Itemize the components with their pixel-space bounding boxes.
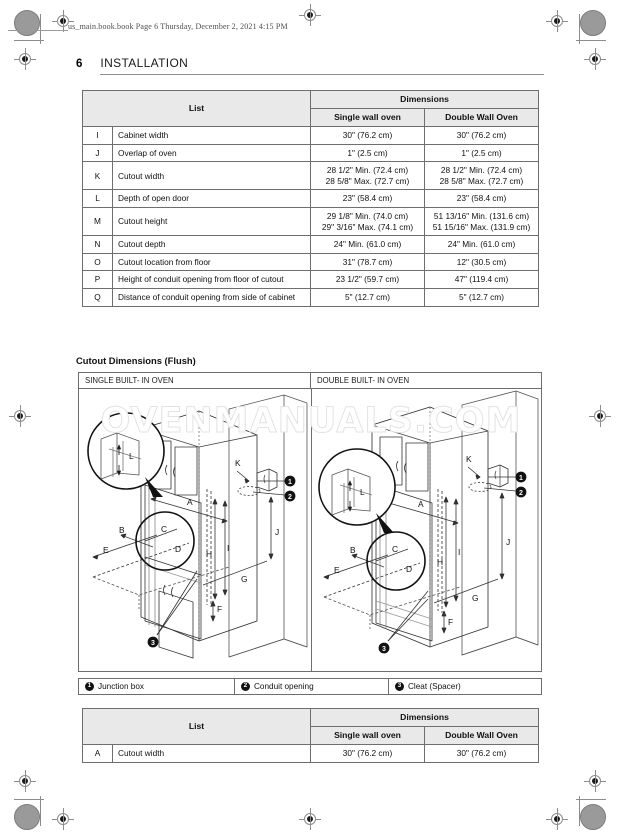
table-bottom-body bbox=[83, 745, 539, 763]
label-C: C bbox=[161, 524, 168, 534]
row-description: Cutout width bbox=[113, 162, 311, 190]
row-key: A bbox=[83, 745, 113, 763]
registration-dot-top-left bbox=[14, 10, 40, 36]
label-L: L bbox=[129, 451, 134, 461]
row-description: Overlap of oven bbox=[113, 144, 311, 162]
slug-text: us_main.book.book Page 6 Thursday, December 2, 2021 4:15 PM bbox=[68, 22, 288, 31]
table-bottom-header-row-1 bbox=[83, 709, 539, 727]
registration-target-bottom-left-inner bbox=[52, 808, 74, 830]
table-row bbox=[83, 144, 539, 162]
row-key: M bbox=[83, 208, 113, 236]
row-key: N bbox=[83, 236, 113, 254]
row-description: Cutout height bbox=[113, 208, 311, 236]
registration-target-top-right-inner bbox=[584, 48, 606, 70]
registration-target-top-center bbox=[299, 4, 321, 26]
row-single-value: 28 1/2" Min. (72.4 cm) 28 5/8" Max. (72.7 cm) bbox=[311, 162, 425, 190]
column-header-double-wall-oven: Double Wall Oven bbox=[425, 727, 539, 745]
table-row bbox=[83, 289, 539, 307]
page-title: INSTALLATION bbox=[100, 56, 189, 70]
diagram-title-single: SINGLE BUILT- IN OVEN bbox=[79, 373, 311, 388]
row-description: Cutout width bbox=[113, 745, 311, 763]
row-single-value: 1" (2.5 cm) bbox=[311, 144, 425, 162]
column-header-dimensions: Dimensions bbox=[311, 91, 539, 109]
row-double-value: 51 13/16" Min. (131.6 cm) 51 15/16" Max. (131.9 cm) bbox=[425, 208, 539, 236]
legend-bullet-3: 3 bbox=[395, 682, 404, 691]
label-K: K bbox=[235, 458, 241, 468]
row-description: Height of conduit opening from floor of cutout bbox=[113, 271, 311, 289]
callout-3-number: 3 bbox=[151, 640, 155, 647]
double-oven-drawing bbox=[312, 389, 542, 671]
diagram-panel-headers bbox=[79, 373, 541, 389]
row-double-value: 12" (30.5 cm) bbox=[425, 253, 539, 271]
callout-2-number: 2 bbox=[288, 494, 292, 501]
row-double-value: 23" (58.4 cm) bbox=[425, 190, 539, 208]
row-double-value: 47" (119.4 cm) bbox=[425, 271, 539, 289]
table-row bbox=[83, 745, 539, 763]
registration-target-bottom-right-inner bbox=[546, 808, 568, 830]
dimensions-table-top bbox=[82, 90, 539, 307]
table-top-header-row-1 bbox=[83, 91, 539, 109]
callout-3-number: 3 bbox=[382, 646, 386, 653]
row-double-value: 30" (76.2 cm) bbox=[425, 745, 539, 763]
dimensions-table-bottom bbox=[82, 708, 539, 763]
row-key: K bbox=[83, 162, 113, 190]
registration-target-mid-left bbox=[9, 405, 31, 427]
row-key: O bbox=[83, 253, 113, 271]
label-A: A bbox=[187, 497, 193, 507]
diagram-title-double: DOUBLE BUILT- IN OVEN bbox=[317, 376, 410, 385]
watermark-text: OVENMANUALS.COM bbox=[100, 401, 522, 441]
single-oven-drawing bbox=[79, 389, 311, 671]
table-row bbox=[83, 236, 539, 254]
row-single-value: 24" Min. (61.0 cm) bbox=[311, 236, 425, 254]
diagram-body bbox=[79, 389, 541, 671]
label-J: J bbox=[506, 537, 511, 547]
table-row bbox=[83, 271, 539, 289]
label-K: K bbox=[466, 454, 472, 464]
registration-target-top-left-inner bbox=[14, 48, 36, 70]
row-double-value: 30" (76.2 cm) bbox=[425, 127, 539, 145]
page-header bbox=[76, 56, 544, 75]
row-single-value: 31" (78.7 cm) bbox=[311, 253, 425, 271]
table-row bbox=[83, 127, 539, 145]
row-key: Q bbox=[83, 289, 113, 307]
label-B: B bbox=[119, 525, 125, 535]
label-E: E bbox=[103, 545, 109, 555]
row-single-value: 5" (12.7 cm) bbox=[311, 289, 425, 307]
callout-1-number: 1 bbox=[288, 479, 292, 486]
row-single-value: 23 1/2" (59.7 cm) bbox=[311, 271, 425, 289]
row-single-value: 23" (58.4 cm) bbox=[311, 190, 425, 208]
header-rule bbox=[100, 74, 544, 75]
callout-2-number: 2 bbox=[519, 490, 523, 497]
column-header-list: List bbox=[83, 91, 311, 127]
legend-label-3: Cleat (Spacer) bbox=[408, 682, 461, 691]
legend-item-cleat-spacer bbox=[389, 679, 541, 694]
callout-markers bbox=[148, 476, 296, 648]
label-F: F bbox=[217, 604, 223, 614]
double-oven-diagram bbox=[312, 389, 542, 671]
cutout-diagram-panel bbox=[78, 372, 542, 672]
registration-target-bottom-center bbox=[299, 808, 321, 830]
registration-target-bottom-right bbox=[584, 770, 606, 792]
column-header-single-wall-oven: Single wall oven bbox=[311, 727, 425, 745]
label-F: F bbox=[448, 617, 454, 627]
label-I: I bbox=[458, 547, 461, 557]
row-key: L bbox=[83, 190, 113, 208]
column-header-double-wall-oven: Double Wall Oven bbox=[425, 109, 539, 127]
row-key: I bbox=[83, 127, 113, 145]
legend-item-junction-box bbox=[79, 679, 235, 694]
column-header-single-wall-oven: Single wall oven bbox=[311, 109, 425, 127]
label-D: D bbox=[175, 544, 182, 554]
column-header-list: List bbox=[83, 709, 311, 745]
label-G: G bbox=[472, 593, 479, 603]
table-row bbox=[83, 208, 539, 236]
row-description: Cutout location from floor bbox=[113, 253, 311, 271]
table-row bbox=[83, 253, 539, 271]
registration-dot-top-right bbox=[580, 10, 606, 36]
legend-label-1: Junction box bbox=[98, 682, 144, 691]
label-D: D bbox=[406, 564, 413, 574]
page-number: 6 bbox=[76, 58, 83, 70]
row-double-value: 24" Min. (61.0 cm) bbox=[425, 236, 539, 254]
row-single-value: 30" (76.2 cm) bbox=[311, 127, 425, 145]
label-H: H bbox=[206, 549, 213, 559]
row-description: Depth of open door bbox=[113, 190, 311, 208]
table-top-body bbox=[83, 127, 539, 307]
row-key: P bbox=[83, 271, 113, 289]
diagram-legend bbox=[78, 678, 542, 695]
label-B: B bbox=[350, 545, 356, 555]
label-I: I bbox=[227, 543, 230, 553]
label-A: A bbox=[418, 499, 424, 509]
row-double-value: 5" (12.7 cm) bbox=[425, 289, 539, 307]
legend-bullet-2: 2 bbox=[241, 682, 250, 691]
row-single-value: 30" (76.2 cm) bbox=[311, 745, 425, 763]
row-double-value: 28 1/2" Min. (72.4 cm) 28 5/8" Max. (72.7 cm) bbox=[425, 162, 539, 190]
column-header-dimensions: Dimensions bbox=[311, 709, 539, 727]
row-double-value: 1" (2.5 cm) bbox=[425, 144, 539, 162]
row-description: Cutout depth bbox=[113, 236, 311, 254]
table-bottom-header bbox=[83, 709, 539, 745]
registration-dot-bottom-left bbox=[14, 804, 40, 830]
registration-dot-bottom-right bbox=[580, 804, 606, 830]
single-oven-diagram bbox=[79, 389, 311, 671]
label-E: E bbox=[334, 565, 340, 575]
legend-label-2: Conduit opening bbox=[254, 682, 314, 691]
row-single-value: 29 1/8" Min. (74.0 cm) 29" 3/16" Max. (74.1 cm) bbox=[311, 208, 425, 236]
label-H: H bbox=[437, 557, 444, 567]
cutout-dimensions-flush-heading: Cutout Dimensions (Flush) bbox=[76, 355, 196, 366]
callout-1-number: 1 bbox=[519, 475, 523, 482]
label-J: J bbox=[275, 527, 280, 537]
registration-target-bottom-left bbox=[14, 770, 36, 792]
table-row bbox=[83, 162, 539, 190]
row-description: Cabinet width bbox=[113, 127, 311, 145]
registration-target-mid-right bbox=[589, 405, 611, 427]
legend-bullet-1: 1 bbox=[85, 682, 94, 691]
legend-item-conduit-opening bbox=[235, 679, 389, 694]
label-G: G bbox=[241, 574, 248, 584]
row-key: J bbox=[83, 144, 113, 162]
table-top-header bbox=[83, 91, 539, 127]
slug-rule bbox=[8, 30, 68, 31]
table-row bbox=[83, 190, 539, 208]
registration-target-top-right bbox=[546, 10, 568, 32]
row-description: Distance of conduit opening from side of cabinet bbox=[113, 289, 311, 307]
label-L: L bbox=[360, 487, 365, 497]
label-C: C bbox=[392, 544, 399, 554]
